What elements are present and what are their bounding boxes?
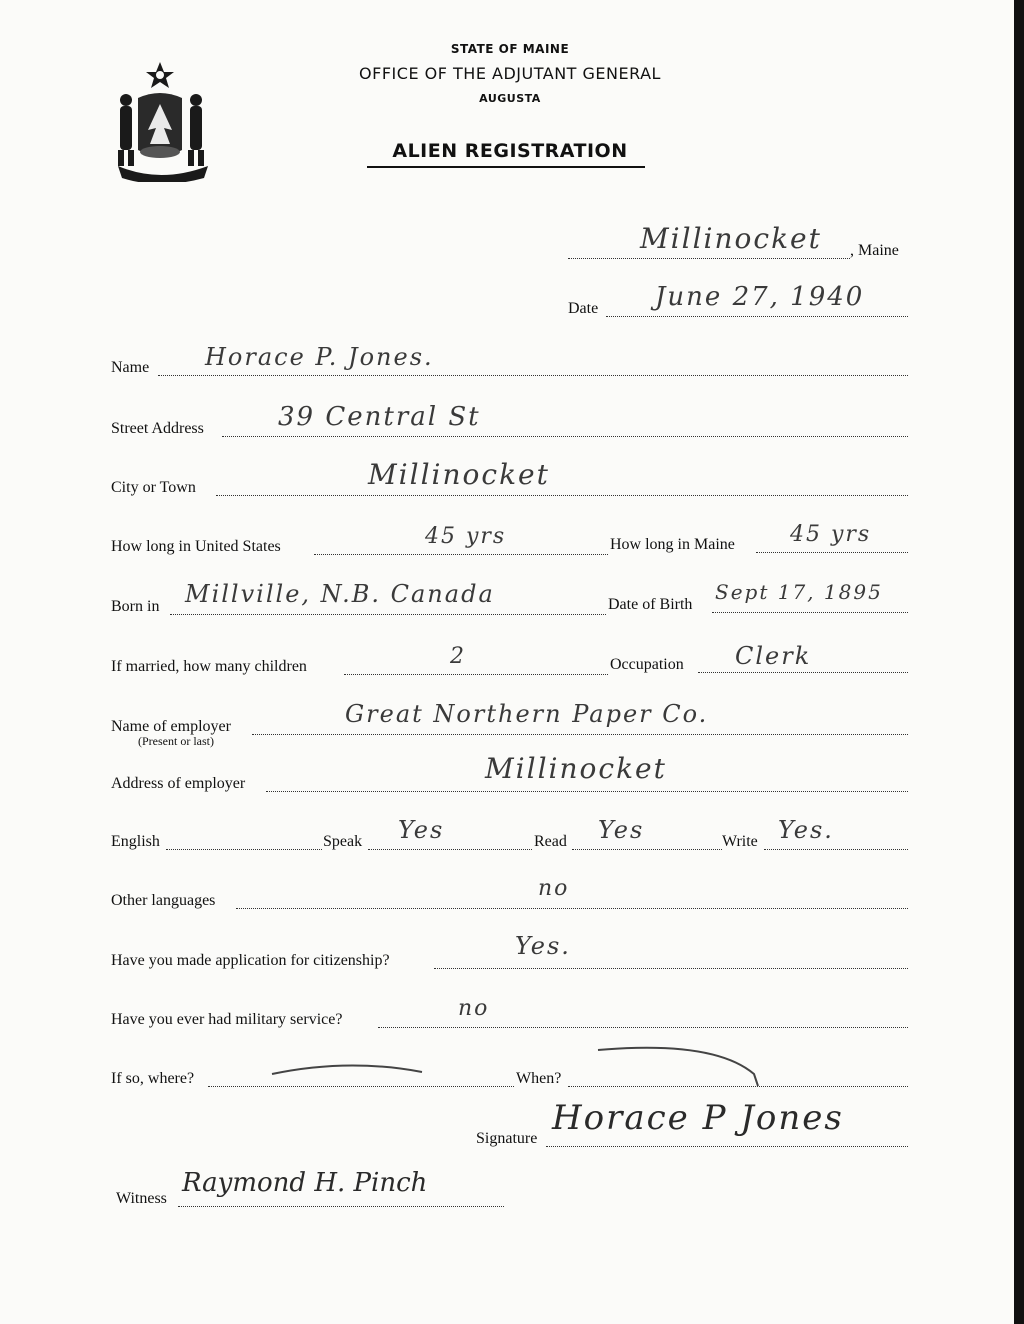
children-line	[344, 674, 608, 675]
street-label: Street Address	[111, 420, 204, 437]
military-value: no	[458, 996, 490, 1021]
name-value: Horace P. Jones.	[205, 343, 434, 371]
speak-label: Speak	[323, 833, 363, 850]
dob-value: Sept 17, 1895	[715, 580, 883, 604]
date-value: June 27, 1940	[655, 282, 865, 312]
write-label: Write	[722, 833, 758, 850]
witness-label: Witness	[116, 1190, 167, 1207]
children-value: 2	[450, 644, 466, 669]
employer-label: Name of employer	[111, 718, 231, 735]
occupation-line	[698, 672, 908, 673]
other-languages-label: Other languages	[111, 892, 216, 909]
employer-address-line	[266, 791, 908, 792]
dob-label: Date of Birth	[608, 596, 693, 613]
city-label: City or Town	[111, 479, 196, 496]
how-long-maine-value: 45 yrs	[790, 522, 872, 547]
title-underline	[367, 166, 645, 168]
header-state: STATE OF MAINE	[450, 42, 570, 56]
born-in-line	[170, 614, 606, 615]
citizenship-label: Have you made application for citizenship?	[111, 952, 390, 969]
speak-line	[368, 849, 532, 850]
where-strike-mark	[268, 1056, 428, 1080]
employer-sublabel: (Present or last)	[138, 734, 214, 748]
employer-line	[252, 734, 908, 735]
english-line	[166, 849, 322, 850]
read-line	[572, 849, 722, 850]
where-label: If so, where?	[111, 1070, 195, 1087]
place-value: Millinocket	[640, 222, 822, 255]
header-office: OFFICE OF THE ADJUTANT GENERAL	[359, 64, 661, 83]
write-line	[764, 849, 908, 850]
place-suffix: , Maine	[850, 242, 899, 259]
how-long-us-line	[314, 554, 608, 555]
name-label: Name	[111, 359, 150, 376]
when-strike-mark	[594, 1040, 774, 1090]
when-label: When?	[516, 1070, 562, 1087]
employer-address-value: Millinocket	[485, 752, 667, 785]
header-city: AUGUSTA	[479, 92, 541, 105]
citizenship-line	[434, 968, 908, 969]
witness-line	[178, 1206, 504, 1207]
signature-label: Signature	[476, 1130, 538, 1147]
other-languages-value: no	[538, 876, 570, 901]
witness-value: Raymond H. Pinch	[182, 1168, 428, 1198]
born-in-value: Millville, N.B. Canada	[185, 580, 495, 608]
dob-line	[712, 612, 908, 613]
place-line	[568, 258, 850, 259]
seal-banner-text: MAINE	[151, 164, 181, 174]
employer-address-label: Address of employer	[111, 775, 246, 792]
occupation-label: Occupation	[610, 656, 684, 673]
city-line	[216, 495, 908, 496]
read-label: Read	[534, 833, 567, 850]
military-line	[378, 1027, 908, 1028]
how-long-us-value: 45 yrs	[425, 524, 507, 549]
street-value: 39 Central St	[278, 402, 481, 432]
signature-value: Horace P Jones	[552, 1098, 844, 1138]
occupation-value: Clerk	[735, 642, 812, 670]
employer-value: Great Northern Paper Co.	[345, 700, 709, 728]
signature-line	[546, 1146, 908, 1147]
date-line	[606, 316, 908, 317]
citizenship-value: Yes.	[515, 932, 571, 960]
read-value: Yes	[598, 816, 645, 844]
how-long-us-label: How long in United States	[111, 538, 281, 555]
street-line	[222, 436, 908, 437]
name-line	[158, 375, 908, 376]
children-label: If married, how many children	[111, 658, 307, 675]
write-value: Yes.	[778, 816, 834, 844]
city-value: Millinocket	[368, 458, 550, 491]
where-line	[208, 1086, 514, 1087]
how-long-maine-label: How long in Maine	[610, 536, 735, 553]
born-in-label: Born in	[111, 598, 160, 615]
english-label: English	[111, 833, 160, 850]
military-label: Have you ever had military service?	[111, 1011, 343, 1028]
how-long-maine-line	[756, 552, 908, 553]
form-title: ALIEN REGISTRATION	[392, 140, 628, 162]
other-languages-line	[236, 908, 908, 909]
speak-value: Yes	[398, 816, 445, 844]
date-label: Date	[568, 300, 599, 317]
